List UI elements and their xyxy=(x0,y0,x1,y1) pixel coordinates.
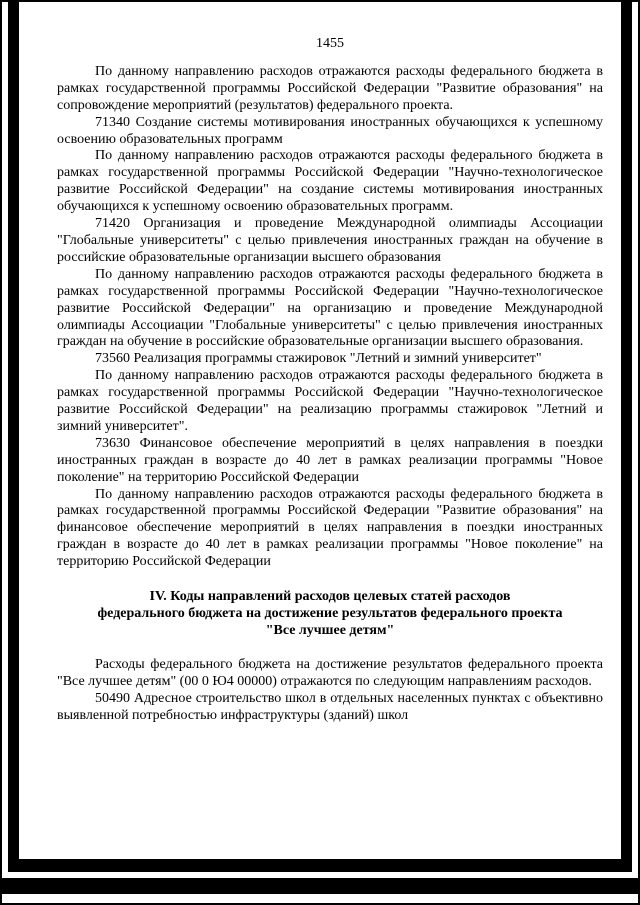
paragraph-code-73560: 73560 Реализация программы стажировок "Летний и зимний университет" xyxy=(95,351,542,367)
paragraph-code-50490: 50490 Адресное строительство школ в отдельных населенных пунктах с объективно выявленной потребностью инфраструктуры (зданий) школ xyxy=(57,690,603,723)
section-heading-line3: "Все лучшее детям" xyxy=(265,622,395,638)
paragraph: По данному направлению расходов отражаются расходы федерального бюджета в рамках государственной программы Российской Федерации "Научно-технологическое развитие Российской Федерации" на создание системы мотивирования иностранных обучающихся к успешному освоению образовательных программ. xyxy=(57,148,603,215)
paragraph-code-71420: 71420 Организация и проведение Международной олимпиады Ассоциации "Глобальные университеты" с целью привлечения иностранных граждан на обучение в российские образовательные организации высшего образования xyxy=(57,216,603,265)
paragraph: По данному направлению расходов отражаются расходы федерального бюджета в рамках государственной программы Российской Федерации "Развитие образования" на сопровождение мероприятий (результатов) федерального проекта. xyxy=(57,63,603,113)
section-heading-line2: федерального бюджета на достижение результатов федерального проекта xyxy=(97,606,563,621)
scan-border-bottom-inner xyxy=(8,859,632,872)
paragraph-code-73630: 73630 Финансовое обеспечение мероприятий в целях направления в поездки иностранных граждан в возрасте до 40 лет в рамках реализации программы "Новое поколение" на территорию Российской Федерации xyxy=(57,435,603,485)
scan-border-bottom-outer xyxy=(2,878,638,894)
page-number: 1455 xyxy=(316,36,344,51)
paragraph: Расходы федерального бюджета на достижение результатов федерального проекта "Все лучшее детям" (00 0 Ю4 00000) отражаются по следующим направлениям расходов. xyxy=(57,656,603,689)
scan-border-right xyxy=(621,2,632,872)
paragraph-code-71340: 71340 Создание системы мотивирования иностранных обучающихся к успешному освоению образовательных программ xyxy=(57,114,603,147)
paragraph: По данному направлению расходов отражаются расходы федерального бюджета в рамках государственной программы Российской Федерации "Научно-технологическое развитие Российской Федерации" на организацию и проведение Международной олимпиады Ассоциации "Глобальные университеты" с целью привлечения иностранных граждан на обучение в российские образовательные организации высшего образования. xyxy=(57,266,603,350)
paragraph: По данному направлению расходов отражаются расходы федерального бюджета в рамках государственной программы Российской Федерации "Развитие образования" на финансовое обеспечение мероприятий в целях направления в поездки иностранных граждан в возрасте до 40 лет в рамках реализации программы "Новое поколение" на территорию Российской Федерации xyxy=(57,486,603,570)
section-heading-line1: IV. Коды направлений расходов целевых статей расходов xyxy=(149,589,511,605)
paragraph: По данному направлению расходов отражаются расходы федерального бюджета в рамках государственной программы Российской Федерации "Научно-технологическое развитие Российской Федерации" на реализацию программы стажировок "Летний и зимний университет". xyxy=(57,368,603,434)
text-block xyxy=(57,36,603,724)
section-heading xyxy=(57,589,603,640)
scan-border-left xyxy=(8,2,19,872)
